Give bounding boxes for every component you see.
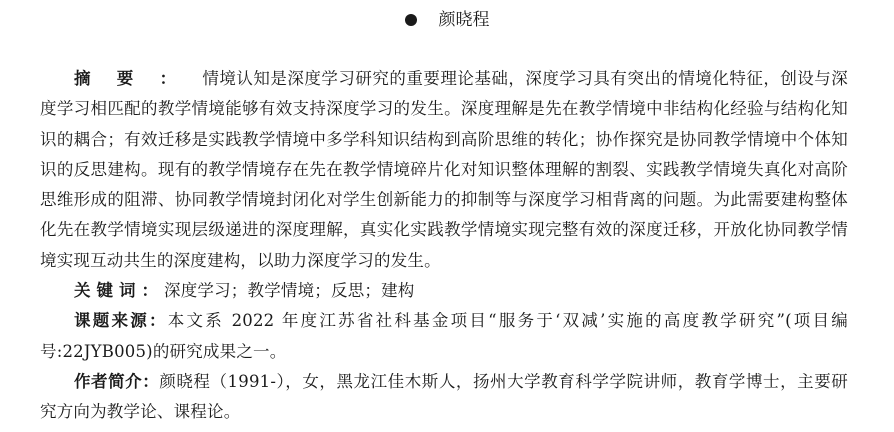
front-matter xyxy=(40,64,848,428)
author-bio-text: 颜晓程（1991-），女，黑龙江佳木斯人，扬州大学教育科学学院讲师，教育学博士，主要研究方向为教学论、课程论。 xyxy=(40,371,848,422)
author-bio-paragraph xyxy=(40,367,848,428)
funding-label: 课题来源： xyxy=(74,311,168,331)
author-line xyxy=(0,6,894,34)
keywords-text: 深度学习；教学情境；反思；建构 xyxy=(164,281,415,301)
funding-paragraph xyxy=(40,306,848,367)
abstract-label: 摘要： xyxy=(74,69,203,88)
abstract-text: 情境认知是深度学习研究的重要理论基础，深度学习具有突出的情境化特征，创设与深度学习相匹配的教学情境能够有效支持深度学习的发生。深度理解是先在教学情境中非结构化经验与结构化知识的耦合；有效迁移是实践教学情境中多学科知识结构到高阶思维的转化；协作探究是协同教学情境中个体知识的反思建构。现有的教学情境存在先在教学情境碎片化对知识整体理解的割裂、实践教学情境失真化对高阶思维形成的阻滞、协同教学情境封闭化对学生创新能力的抑制等与深度学习相背离的问题。为此需要建构整体化先在教学情境实现层级递进的深度理解，真实化实践教学情境实现完整有效的深度迁移，开放化协同教学情境实现互动共生的深度建构，以助力深度学习的发生。 xyxy=(40,69,849,270)
abstract-paragraph xyxy=(40,64,848,276)
keywords-label: 关键词： xyxy=(74,281,164,301)
author-bio-label: 作者简介： xyxy=(74,371,160,391)
bullet-icon xyxy=(405,14,417,26)
funding-text: 本文系 2022 年度江苏省社科基金项目“服务于‘双减’实施的高度教学研究”(项目编号:22JYB005)的研究成果之一。 xyxy=(40,311,849,361)
keywords-paragraph xyxy=(40,276,848,306)
author-name: 颜晓程 xyxy=(438,10,490,30)
